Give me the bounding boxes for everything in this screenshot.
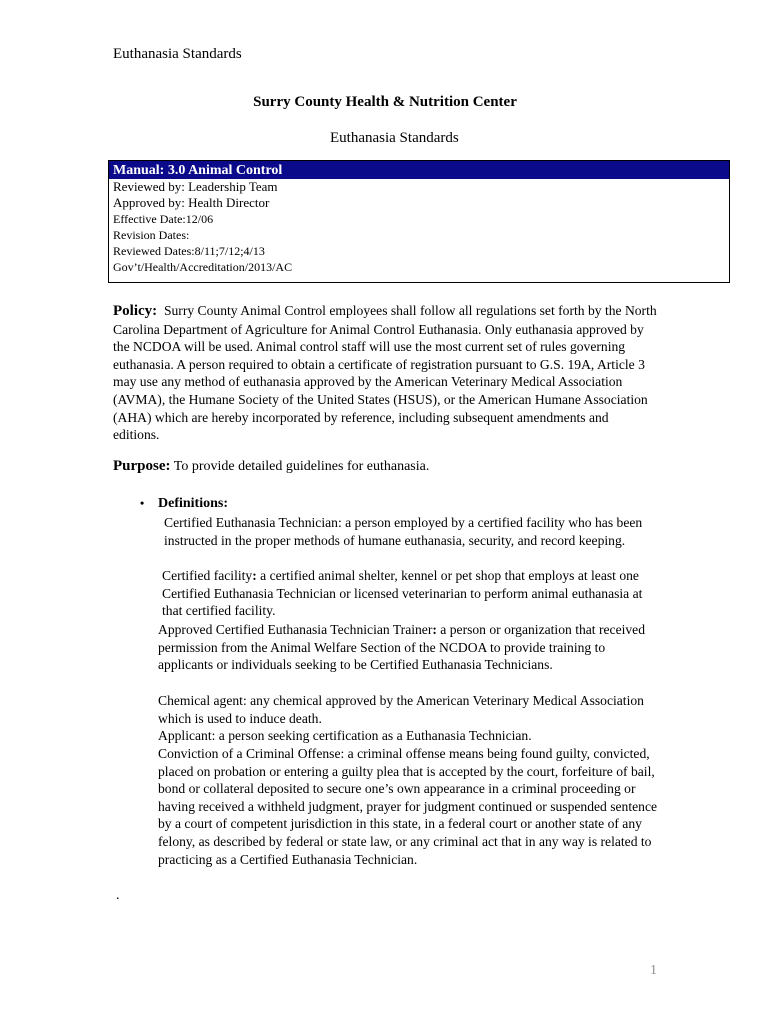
policy-label: Policy: bbox=[113, 303, 158, 319]
definition-item bbox=[164, 514, 654, 549]
purpose-section bbox=[113, 458, 429, 475]
purpose-text: To provide detailed guidelines for euthanasia. bbox=[173, 459, 430, 474]
effective-date: Effective Date:12/06 bbox=[113, 212, 214, 226]
definition-item bbox=[158, 745, 658, 868]
definition-item bbox=[158, 727, 658, 745]
approved-by: Approved by: Health Director bbox=[113, 195, 270, 210]
accreditation-code: Gov’t/Health/Accreditation/2013/AC bbox=[113, 260, 293, 274]
definition-term: Certified facility bbox=[162, 568, 253, 583]
definition-item bbox=[158, 621, 658, 674]
manual-heading: Manual: 3.0 Animal Control bbox=[109, 161, 729, 179]
reviewed-dates: Reviewed Dates:8/11;7/12;4/13 bbox=[113, 244, 265, 258]
definition-item bbox=[162, 567, 652, 620]
manual-info-box bbox=[108, 160, 730, 283]
bullet-icon: • bbox=[140, 496, 145, 510]
definition-text: : a criminal offense means being found guilty, convicted, placed on probation or entering a guilty plea that is accepted by the court, forfeiture of bail, bond or collateral deposited to secure one’s own appearance in a criminal proceeding or having received a withheld judgment, prayer for judgment continued or suspended sentence by a court of competent jurisdiction in this state, in a federal court or another state of any felony, as described by federal or state law, or any criminal act that in any way is related to practicing as a Certified Euthanasia Technician. bbox=[158, 746, 658, 867]
definitions-heading bbox=[140, 496, 228, 512]
revision-dates: Revision Dates: bbox=[113, 228, 190, 242]
definitions-label: Definitions: bbox=[158, 496, 228, 511]
definition-text: : a person employed by a certified facility who has been instructed in the proper methods of humane euthanasia, security, and record keeping. bbox=[164, 515, 643, 548]
organization-title: Surry County Health & Nutrition Center bbox=[253, 94, 517, 110]
definition-colon: : bbox=[252, 568, 257, 583]
policy-section bbox=[113, 302, 658, 444]
policy-text: Surry County Animal Control employees shall follow all regulations set forth by the North Carolina Department of Agriculture for Animal Control Euthanasia. Only euthanasia approved by the NCDOA will be used. Animal control staff will use the most current set of rules governing euthanasia. A person required to obtain a certificate of registration pursuant to G.S. 19A, Article 3 may use any method of euthanasia approved by the American Veterinary Medical Association (AVMA), the Humane Society of the United States (HSUS), or the American Humane Association (AHA) which are hereby incorporated by reference, including subsequent amendments and editions. bbox=[113, 303, 657, 443]
definition-text: a person or organization that received permission from the Animal Welfare Section of the NCDOA to provide training to applicants or individuals seeking to be Certified Euthanasia Technicians. bbox=[158, 622, 646, 673]
definition-term: Conviction of a Criminal Offense bbox=[158, 746, 341, 761]
reviewed-by: Reviewed by: Leadership Team bbox=[113, 179, 278, 194]
definition-item bbox=[158, 692, 658, 727]
definition-term: Certified Euthanasia Technician bbox=[164, 515, 338, 530]
definition-text: : a person seeking certification as a Euthanasia Technician. bbox=[211, 728, 532, 743]
document-title: Euthanasia Standards bbox=[330, 130, 459, 146]
definition-text: a certified animal shelter, kennel or pet shop that employs at least one Certified Euthanasia Technician or licensed veterinarian to perform animal euthanasia at that certified facility. bbox=[162, 568, 643, 619]
trailing-period: . bbox=[116, 888, 120, 903]
definition-text: : any chemical approved by the American Veterinary Medical Association which is used to induce death. bbox=[158, 693, 644, 726]
purpose-label: Purpose: bbox=[113, 458, 171, 474]
definition-term: Applicant bbox=[158, 728, 212, 743]
page-number: 1 bbox=[650, 963, 657, 978]
definition-term: Approved Certified Euthanasia Technician Trainer bbox=[158, 622, 433, 637]
running-header: Euthanasia Standards bbox=[113, 46, 242, 62]
definition-term: Chemical agent bbox=[158, 693, 243, 708]
definition-colon: : bbox=[432, 622, 437, 637]
